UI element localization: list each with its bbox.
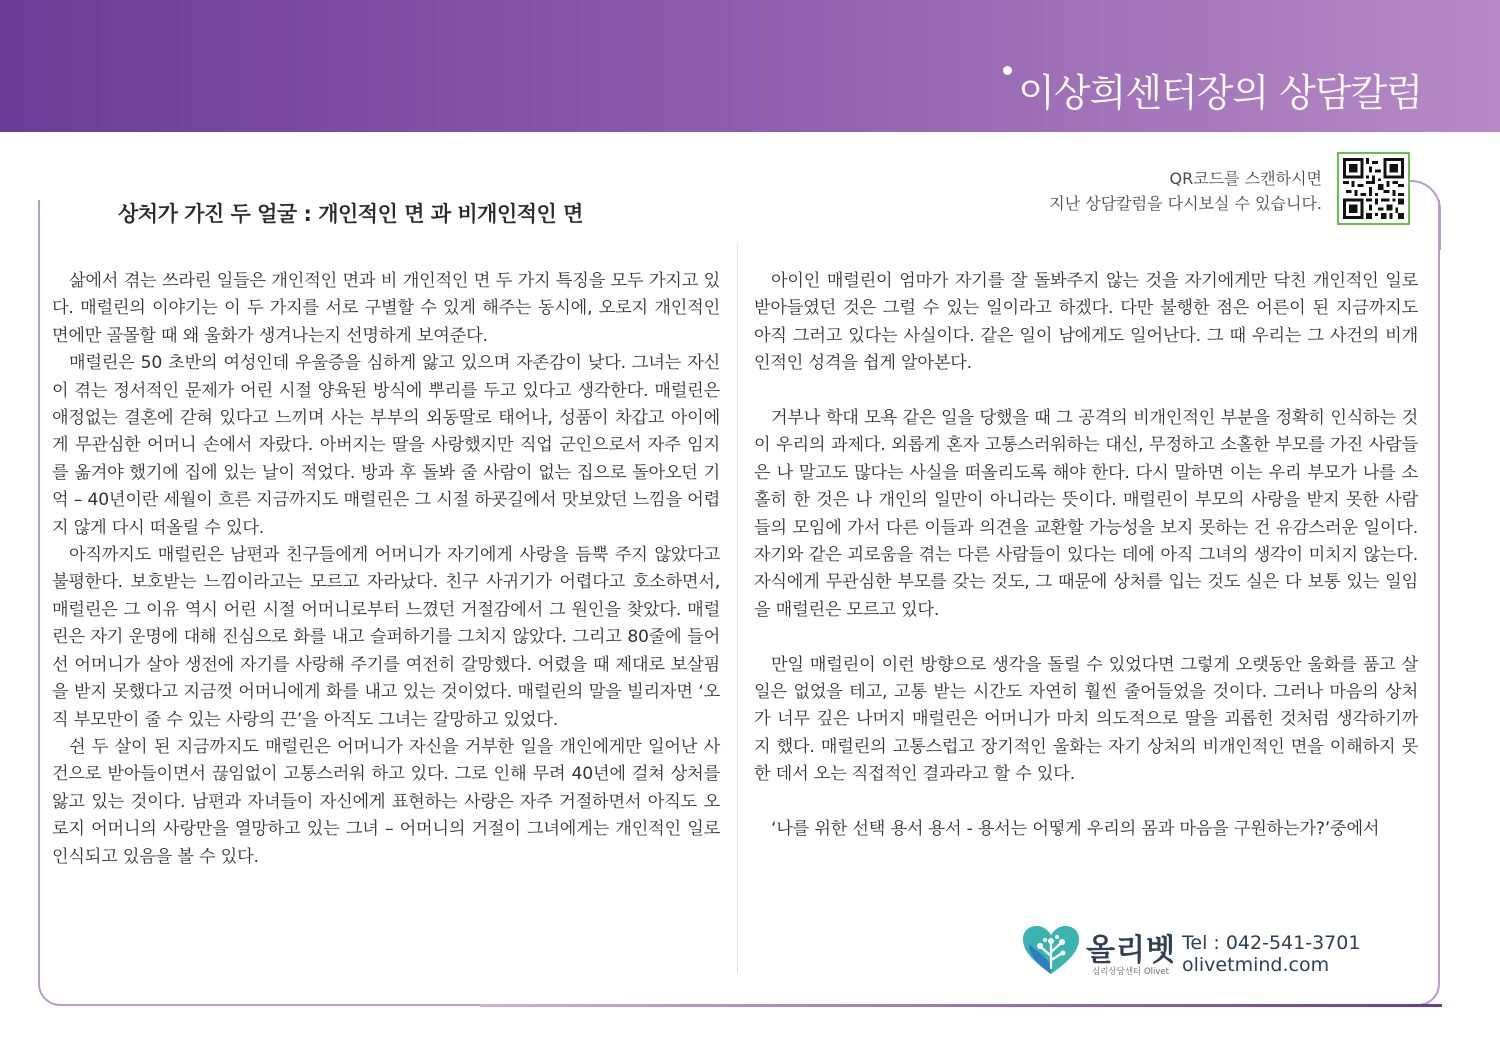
brand-name: 올리벳 (1086, 933, 1176, 968)
telephone: Tel : 042-541-3701 (1182, 932, 1361, 954)
article-column-left (52, 268, 720, 871)
qr-caption-line2: 지난 상담칼럼을 다시보실 수 있습니다. (1049, 194, 1322, 213)
qr-caption-line1: QR코드를 스캔하시면 (1169, 169, 1322, 188)
article-column-right (754, 268, 1418, 843)
column-series-title: 이상희센터장의 상담칼럼 (1018, 71, 1422, 115)
paragraph: 거부나 학대 모욕 같은 일을 당했을 때 그 공격의 비개인적인 부분을 정확히 인식하는 것이 우리의 과제다. 외롭게 혼자 고통스러워하는 대신, 무정하고 소홀한 부모를 가진 사람들은 나 말고도 많다는 사실을 떠올리도록 해야 한다. 다시 말하면 이는 우리 부모가 나를 소홀히 한 것은 나 개인의 일만이 아니라는 뜻이다. 매럴린이 부모의 사랑을 받지 못한 사람들의 모임에 가서 다른 이들과 의견을 교환할 가능성을 보지 못하는 건 유감스러운 일이다. 자기와 같은 괴로움을 겪는 다른 사람들이 있다는 데에 아직 그녀의 생각이 미치지 않는다. 자식에게 무관심한 부모를 갖는 것도, 그 때문에 상처를 입는 것도 실은 다 보통 있는 일임을 매럴린은 모르고 있다. (754, 408, 1418, 620)
paragraph: 쉰 두 살이 된 지금까지도 매럴린은 어머니가 자신을 거부한 일을 개인에게만 일어난 사건으로 받아들이면서 끊임없이 고통스러워 하고 있다. 그로 인해 무려 40년에 걸쳐 상처를 앓고 있는 것이다. 남편과 자녀들이 자신에게 표현하는 사랑은 자주 거절하면서 아직도 오로지 어머니의 사랑만을 열망하고 있는 그녀 – 어머니의 거절이 그녀에게는 개인적인 일로 인식되고 있음을 볼 수 있다. (52, 736, 720, 867)
olivet-heart-tree-icon (1021, 924, 1081, 976)
paragraph: 매럴린은 50 초반의 여성인데 우울증을 심하게 앓고 있으며 자존감이 낮다. 그녀는 자신이 겪는 정서적인 문제가 어린 시절 양육된 방식에 뿌리를 두고 있다고 생각한다. 매럴린은 애정없는 결혼에 갇혀 있다고 느끼며 사는 부부의 외동딸로 태어나, 성품이 차갑고 아이에게 무관심한 어머니 손에서 자랐다. 아버지는 딸을 사랑했지만 직업 군인으로서 자주 임지를 옮겨야 했기에 집에 있는 날이 적었다. 방과 후 돌봐 줄 사람이 없는 집으로 돌아오던 기억 – 40년이란 세월이 흐른 지금까지도 매럴린은 그 시절 하굣길에서 맛보았던 느낌을 어렵지 않게 다시 떠올릴 수 있다. (52, 353, 720, 538)
brand-subtitle: 심리상담센터 Olivet (1092, 967, 1169, 977)
paragraph: 아이인 매럴린이 엄마가 자기를 잘 돌봐주지 않는 것을 자기에게만 닥친 개인적인 일로 받아들였던 것은 그럴 수 있는 일이라고 하겠다. 다만 불행한 점은 어른이 된 지금까지도 아직 그러고 있다는 사실이다. 같은 일이 남에게도 일어난다. 그 때 우리는 그 사건의 비개인적인 성격을 쉽게 알아본다. (754, 271, 1418, 374)
contact-info (1182, 932, 1360, 976)
article-title: 상처가 가진 두 얼굴 : 개인적인 면 과 비개인적인 면 (118, 202, 583, 226)
qr-code-icon[interactable] (1337, 152, 1410, 225)
qr-caption (1049, 166, 1322, 216)
paragraph: 삶에서 겪는 쓰라린 일들은 개인적인 면과 비 개인적인 면 두 가지 특징을 모두 가지고 있다. 매럴린의 이야기는 이 두 가지를 서로 구별할 수 있게 해주는 동시에, 오로지 개인적인 면에만 골몰할 때 왜 울화가 생겨나는지 선명하게 보여준다. (52, 271, 720, 346)
frame-corner (1405, 180, 1441, 250)
column-divider (737, 244, 738, 974)
paragraph: 만일 매럴린이 이런 방향으로 생각을 돌릴 수 있었다면 그렇게 오랫동안 울화를 품고 살 일은 없었을 테고, 고통 받는 시간도 자연히 훨씬 줄어들었을 것이다. 그러나 마음의 상처가 너무 깊은 나머지 매럴린은 어머니가 마치 의도적으로 딸을 괴롭힌 것처럼 생각하기까지 했다. 매럴린의 고통스럽고 장기적인 울화는 자기 상처의 비개인적인 면을 이해하지 못한 데서 오는 직접적인 결과라고 할 수 있다. (754, 654, 1418, 785)
website-link[interactable]: olivetmind.com (1182, 954, 1330, 976)
source-citation: ‘나를 위한 선택 용서 용서 - 용서는 어떻게 우리의 몸과 마음을 구원하는가?’중에서 (771, 819, 1380, 840)
header-bullet-icon (1003, 66, 1012, 75)
paragraph: 아직까지도 매럴린은 남편과 친구들에게 어머니가 자기에게 사랑을 듬뿍 주지 않았다고 불평한다. 보호받는 느낌이라고는 모르고 자라났다. 친구 사귀기가 어렵다고 호소하면서, 매럴린은 그 이유 역시 어린 시절 어머니로부터 느꼈던 거절감에서 그 원인을 찾았다. 매럴린은 자기 운명에 대해 진심으로 화를 내고 슬퍼하기를 그치지 않았다. 그리고 80줄에 들어선 어머니가 살아 생전에 자기를 사랑해 주기를 여전히 갈망했다. 어렸을 때 제대로 보살핌을 받지 못했다고 지금껏 어머니에게 화를 내고 있는 것이었다. 매럴린의 말을 빌리자면 ‘오직 부모만이 줄 수 있는 사랑의 끈’을 아직도 그녀는 갈망하고 있었다. (52, 545, 720, 730)
frame-bottom-accent (480, 1004, 1442, 1007)
qr-code-graphic (1343, 158, 1404, 219)
